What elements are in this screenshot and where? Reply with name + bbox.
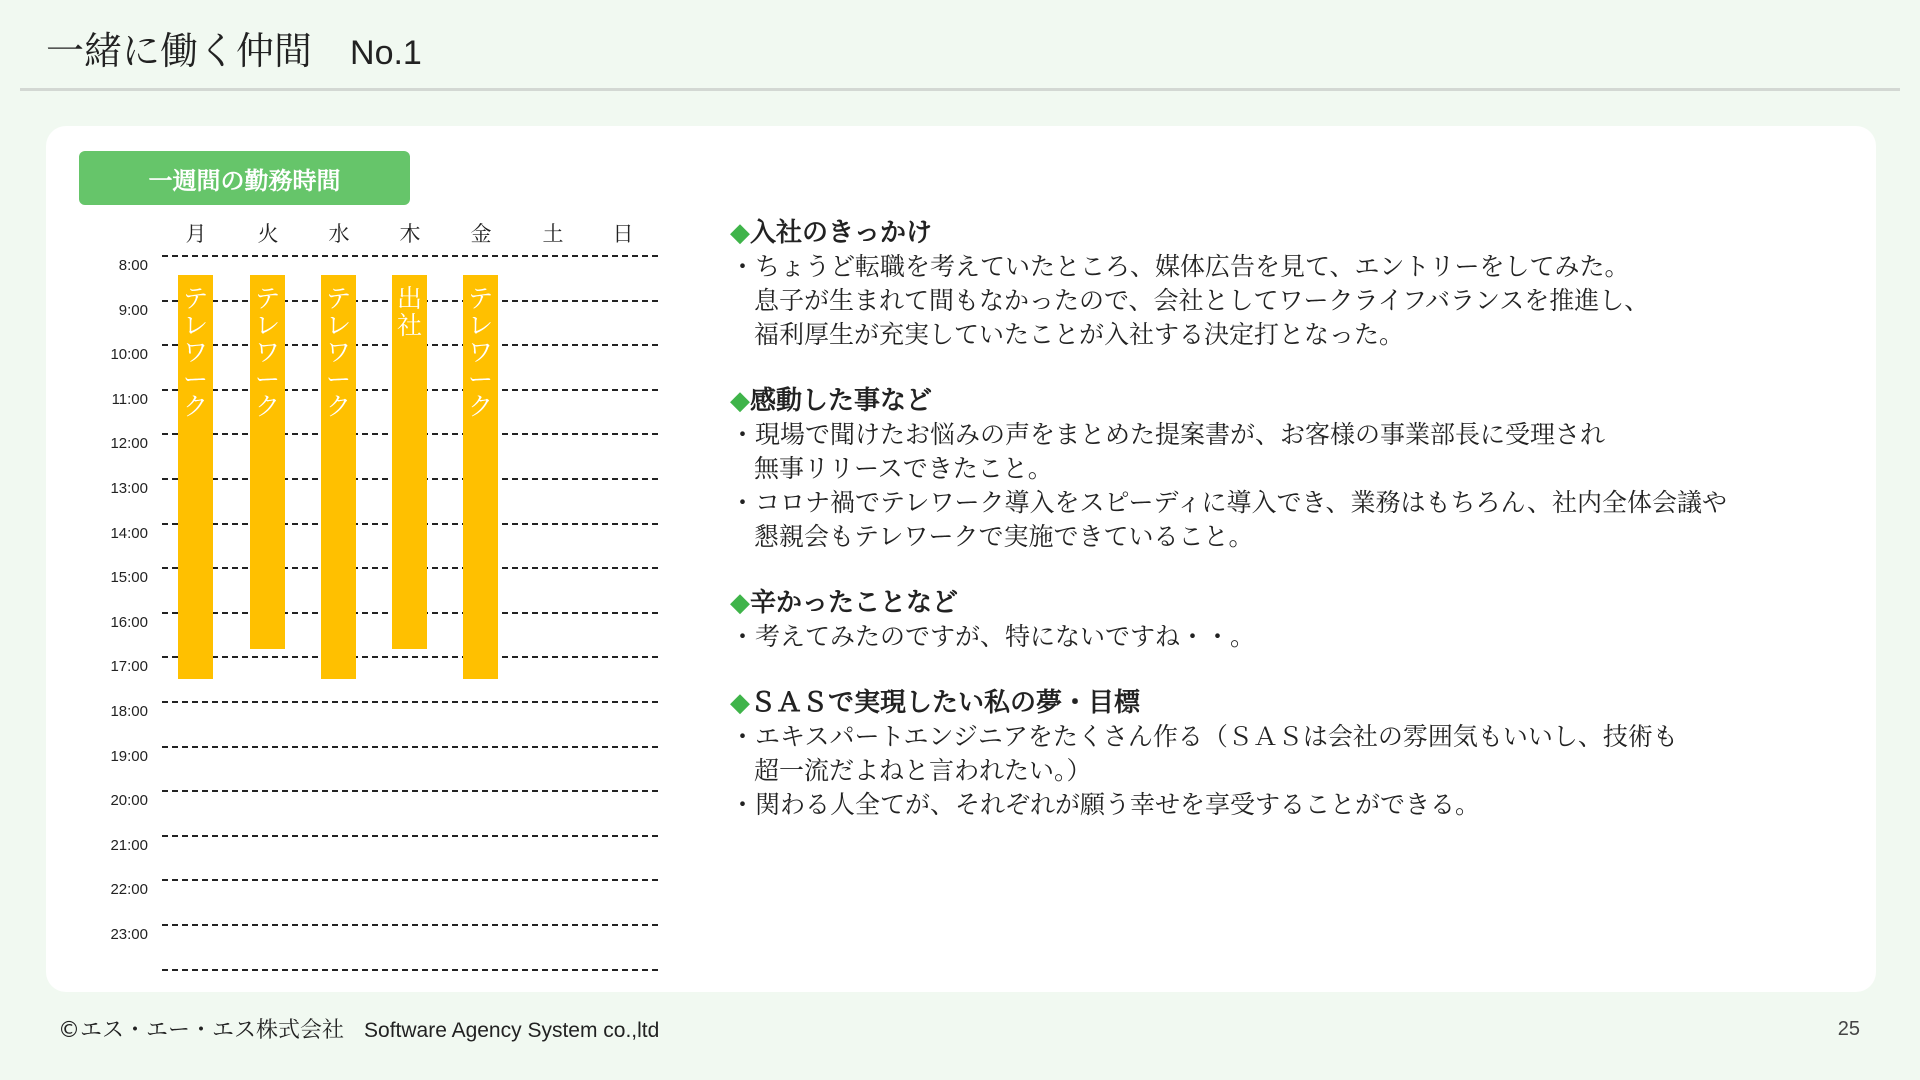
work-time-bar — [392, 275, 427, 649]
section-line: ・考えてみたのですが、特にないですね・・。 — [730, 622, 1256, 651]
day-label: 月 — [185, 222, 207, 246]
company-english-name: Software Agency System co.,ltd — [364, 1019, 660, 1042]
page-title — [46, 20, 422, 75]
schedule-label: 一週間の勤務時間 — [79, 151, 410, 205]
day-label: 火 — [257, 222, 279, 246]
work-style-label: テレワーク — [467, 284, 493, 421]
section-heading-text: 辛かったことなど — [750, 588, 959, 618]
time-gridline — [162, 790, 658, 792]
section-line: 福利厚生が充実していたことが入社する決定打となった。 — [754, 320, 1405, 349]
copyright-text: ©エス・エー・エス株式会社 — [58, 1018, 345, 1043]
interview-section — [730, 384, 1727, 554]
interview-section — [730, 216, 1649, 352]
page-number-label: No.1 — [350, 34, 422, 72]
time-gridline — [162, 879, 658, 881]
page-number: 25 — [1837, 1018, 1860, 1040]
work-style-label: テレワーク — [254, 284, 280, 421]
time-label: 12:00 — [110, 435, 148, 453]
time-label: 20:00 — [110, 792, 148, 810]
section-line: ・ちょうど転職を考えていたところ、媒体広告を見て、エントリーをしてみた。 — [730, 252, 1630, 281]
work-time-bar — [463, 275, 498, 679]
time-label: 10:00 — [110, 346, 148, 364]
time-label: 19:00 — [110, 747, 148, 765]
time-label: 11:00 — [111, 390, 148, 408]
time-gridline — [162, 701, 658, 703]
time-label: 17:00 — [110, 658, 148, 676]
work-style-label: テレワーク — [182, 284, 208, 421]
interview-section — [730, 686, 1678, 822]
time-label: 9:00 — [118, 301, 148, 319]
footer-copyright — [58, 1013, 659, 1044]
time-label: 8:00 — [118, 257, 148, 274]
day-label: 木 — [399, 222, 421, 246]
work-style-label: テレワーク — [325, 284, 351, 421]
time-label: 22:00 — [110, 881, 148, 899]
work-time-bar — [321, 275, 356, 679]
day-label: 水 — [328, 222, 350, 246]
interview-section — [730, 586, 1255, 654]
section-heading-text: 感動した事など — [750, 386, 933, 416]
diamond-bullet-icon: ◆ — [730, 688, 750, 718]
time-label: 15:00 — [110, 569, 148, 587]
section-heading-text: 入社のきっかけ — [750, 218, 933, 248]
time-label: 21:00 — [110, 836, 148, 854]
time-label: 16:00 — [110, 613, 148, 631]
day-label: 土 — [542, 222, 564, 246]
time-label: 23:00 — [110, 926, 148, 943]
section-heading-text: ＳＡＳで実現したい私の夢・目標 — [750, 688, 1141, 718]
section-heading — [730, 384, 1727, 418]
time-gridline — [162, 746, 658, 748]
time-label: 18:00 — [110, 703, 148, 720]
page-title-text: 一緒に働く仲間 — [46, 29, 313, 73]
work-time-bar — [178, 275, 213, 679]
diamond-bullet-icon: ◆ — [730, 588, 750, 618]
diamond-bullet-icon: ◆ — [730, 386, 750, 416]
day-label: 金 — [470, 222, 492, 246]
time-gridline — [162, 969, 658, 971]
section-line: 息子が生まれて間もなかったので、会社としてワークライフバランスを推進し、 — [754, 286, 1650, 315]
section-heading — [730, 216, 1649, 250]
section-line: 懇親会もテレワークで実施できていること。 — [754, 522, 1254, 551]
time-label: 14:00 — [110, 524, 148, 542]
time-gridline — [162, 924, 658, 926]
diamond-bullet-icon: ◆ — [730, 218, 750, 248]
day-label: 日 — [612, 222, 634, 246]
time-gridline — [162, 835, 658, 837]
section-line: 無事リリースできたこと。 — [754, 454, 1053, 483]
section-line: ・コロナ禍でテレワーク導入をスピーディに導入でき、業務はもちろん、社内全体会議や — [730, 488, 1728, 517]
section-line: ・関わる人全てが、それぞれが願う幸せを享受することができる。 — [730, 790, 1481, 819]
section-heading — [730, 686, 1678, 720]
title-divider — [20, 88, 1900, 91]
work-time-bar — [250, 275, 285, 649]
section-heading — [730, 586, 1255, 620]
section-line: ・エキスパートエンジニアをたくさん作る（ＳＡＳは会社の雰囲気もいいし、技術も — [730, 722, 1678, 751]
time-gridline — [162, 656, 658, 658]
time-label: 13:00 — [110, 480, 148, 497]
work-style-label: 出社 — [396, 284, 422, 340]
time-gridline — [162, 255, 658, 257]
section-line: ・現場で聞けたお悩みの声をまとめた提案書が、お客様の事業部長に受理され — [730, 420, 1606, 449]
section-line: 超一流だよねと言われたい。） — [754, 756, 1092, 785]
